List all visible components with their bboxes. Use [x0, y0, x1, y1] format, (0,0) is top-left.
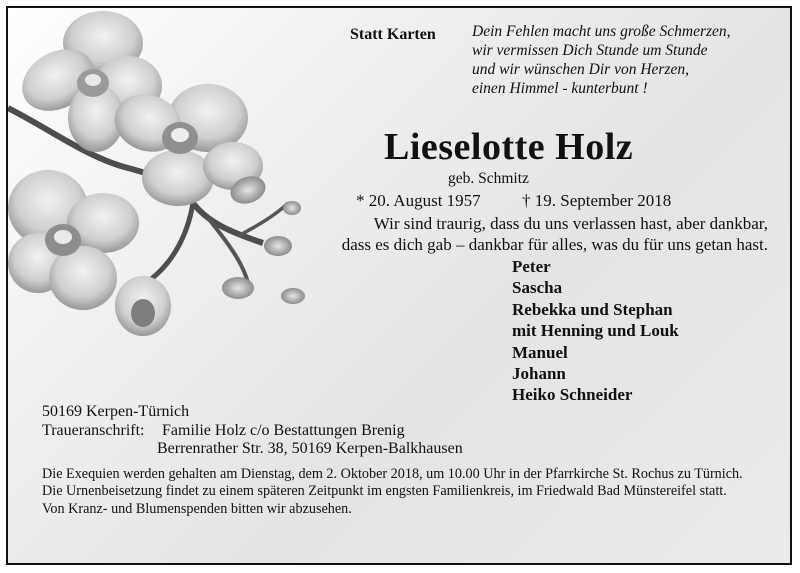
- quote-line: Wir sind traurig, dass du uns verlassen hast, aber dankbar,: [373, 214, 768, 233]
- mourners-list: [512, 256, 679, 406]
- obituary-card: [6, 6, 792, 565]
- poem-line: einen Himmel - kunterbunt !: [472, 80, 648, 97]
- address-line1: Familie Holz c/o Bestattungen Brenig: [162, 421, 405, 439]
- address-label: Traueranschrift:: [42, 421, 145, 439]
- address-line2: Berrenrather Str. 38, 50169 Kerpen-Balkhausen: [157, 440, 463, 457]
- info-paragraph: Die Exequien werden gehalten am Dienstag, dem 2. Oktober 2018, um 10.00 Uhr in der Pfarrkirche St. Rochus zu Türnich.: [42, 466, 743, 482]
- poem-line: Dein Fehlen macht uns große Schmerzen,: [472, 23, 731, 40]
- mourner-name: Rebekka und Stephan: [512, 299, 673, 319]
- quote-line: dass es dich gab – dankbar für alles, was du für uns getan hast.: [341, 235, 768, 254]
- info-paragraph: Von Kranz- und Blumenspenden bitten wir abzusehen.: [42, 500, 352, 517]
- deceased-name: Lieselotte Holz: [384, 126, 634, 168]
- maiden-name: geb. Schmitz: [448, 170, 529, 187]
- mourner-name: Manuel: [512, 342, 568, 362]
- mourner-name: Peter: [512, 257, 551, 276]
- orchid-illustration: [8, 8, 328, 348]
- heading-statt-karten: Statt Karten: [350, 26, 436, 43]
- address-city: 50169 Kerpen-Türnich: [42, 403, 190, 420]
- poem: [472, 22, 731, 98]
- farewell-quote: [264, 213, 768, 255]
- poem-line: wir vermissen Dich Stunde um Stunde: [472, 42, 708, 59]
- mourner-name: Johann: [512, 364, 566, 384]
- mourning-address: [42, 403, 463, 459]
- mourner-name: mit Henning und Louk: [512, 321, 679, 341]
- death-date: † 19. September 2018: [522, 191, 672, 210]
- poem-line: und wir wünschen Dir von Herzen,: [472, 61, 689, 78]
- address-row: [42, 422, 463, 441]
- birth-date: * 20. August 1957: [356, 191, 481, 210]
- mourner-name: Heiko Schneider: [512, 385, 633, 405]
- mourner-name: Sascha: [512, 278, 563, 298]
- info-paragraph: Die Urnenbeisetzung findet zu einem späteren Zeitpunkt im engsten Familienkreis, im Friedwald Bad Münstereifel statt.: [42, 483, 727, 500]
- funeral-info: [42, 466, 764, 518]
